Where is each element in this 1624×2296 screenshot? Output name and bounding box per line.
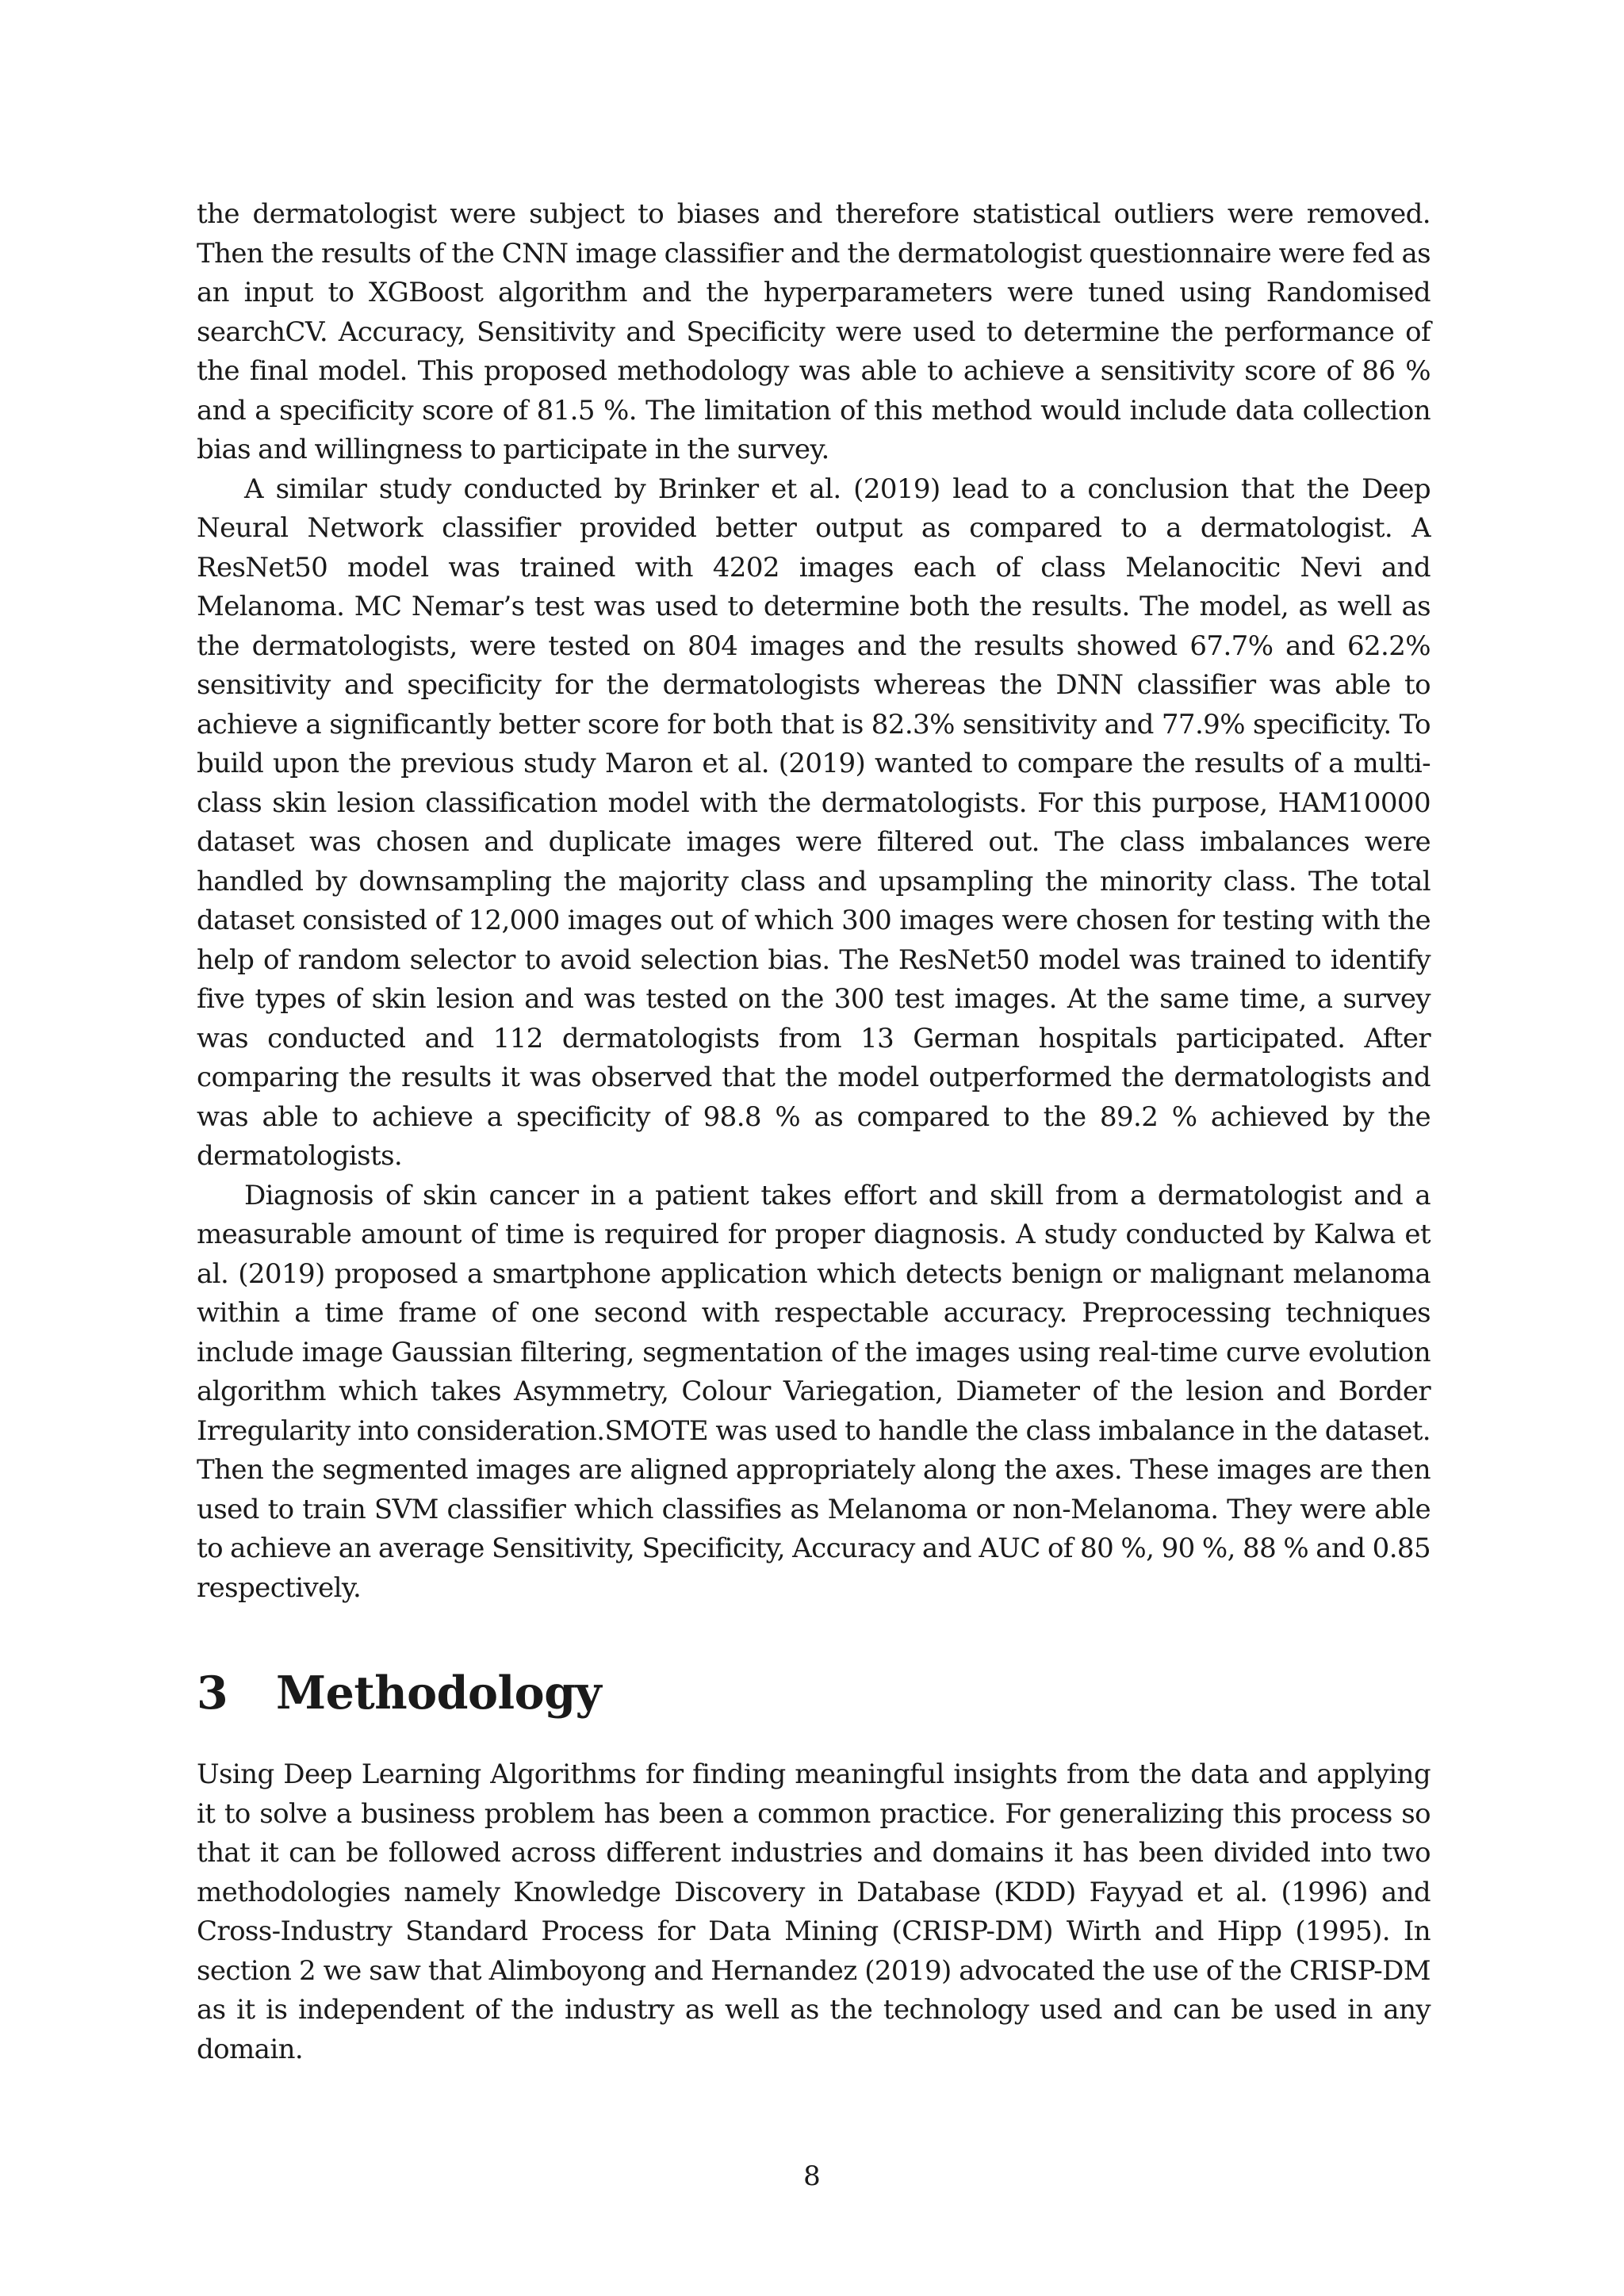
page-number: 8 xyxy=(803,2160,821,2192)
page-body xyxy=(197,195,1431,2069)
section-title: Methodology xyxy=(276,1667,602,1720)
paragraph-methodology-intro: Using Deep Learning Algorithms for finding meaningful insights from the data and applying it to solve a business problem has been a common practice. For generalizing this process so that it can be followed across different industries and domains it has been divided into two methodologies namely Knowledge Discovery in Database (KDD) Fayyad et al. (1996) and Cross-Industry Standard Process for Data Mining (CRISP-DM) Wirth and Hipp (1995). In section 2 we saw that Alimboyong and Hernandez (2019) advocated the use of the CRISP-DM as it is independent of the industry as well as the technology used and can be used in any domain. xyxy=(197,1758,1431,2065)
paragraph-brinker-maron-studies: A similar study conducted by Brinker et al. (2019) lead to a conclusion that the Deep Neural Network classifier provided better output as compared to a dermatologist. A ResNet50 model was trained with 4202 images each of class Melanocitic Nevi and Melanoma. MC Nemar’s test was used to determine both the results. The model, as well as the dermatologists, were tested on 804 images and the results showed 67.7% and 62.2% sensitivity and specificity for the dermatologists whereas the DNN classifier was able to achieve a significantly better score for both that is 82.3% sensitivity and 77.9% specificity. To build upon the previous study Maron et al. (2019) wanted to compare the results of a multi-class skin lesion classification model with the dermatologists. For this purpose, HAM10000 dataset was chosen and duplicate images were filtered out. The class imbalances were handled by downsampling the majority class and upsampling the minority class. The total dataset consisted of 12,000 images out of which 300 images were chosen for testing with the help of random selector to avoid selection bias. The ResNet50 model was trained to identify five types of skin lesion and was tested on the 300 test images. At the same time, a survey was conducted and 112 dermatologists from 13 German hospitals participated. After comparing the results it was observed that the model outperformed the dermatologists and was able to achieve a specificity of 98.8 % as compared to the 89.2 % achieved by the dermatologists. xyxy=(197,473,1431,1172)
paragraph-kalwa-study: Diagnosis of skin cancer in a patient takes effort and skill from a dermatologist and a measurable amount of time is required for proper diagnosis. A study conducted by Kalwa et al. (2019) proposed a smartphone application which detects benign or malignant melanoma within a time frame of one second with respectable accuracy. Preprocessing techniques include image Gaussian filtering, segmentation of the images using real-time curve evolution algorithm which takes Asymmetry, Colour Variegation, Diameter of the lesion and Border Irregularity into consideration.SMOTE was used to handle the class imbalance in the dataset. Then the segmented images are aligned appropriately along the axes. These images are then used to train SVM classifier which classifies as Melanoma or non-Melanoma. They were able to achieve an average Sensitivity, Specificity, Accuracy and AUC of 80 %, 90 %, 88 % and 0.85 respectively. xyxy=(197,1179,1431,1604)
paragraph-intro-continuation: the dermatologist were subject to biases and therefore statistical outliers were removed. Then the results of the CNN image classifier and the dermatologist questionnaire were fed as an input to XGBoost algorithm and the hyperparameters were tuned using Randomised searchCV. Accuracy, Sensitivity and Specificity were used to determine the performance of the final model. This proposed methodology was able to achieve a sensitivity score of 86 % and a specificity score of 81.5 %. The limitation of this method would include data collection bias and willingness to participate in the survey. xyxy=(197,198,1431,465)
section-heading-methodology xyxy=(197,1665,1431,1722)
section-number: 3 xyxy=(197,1667,228,1720)
